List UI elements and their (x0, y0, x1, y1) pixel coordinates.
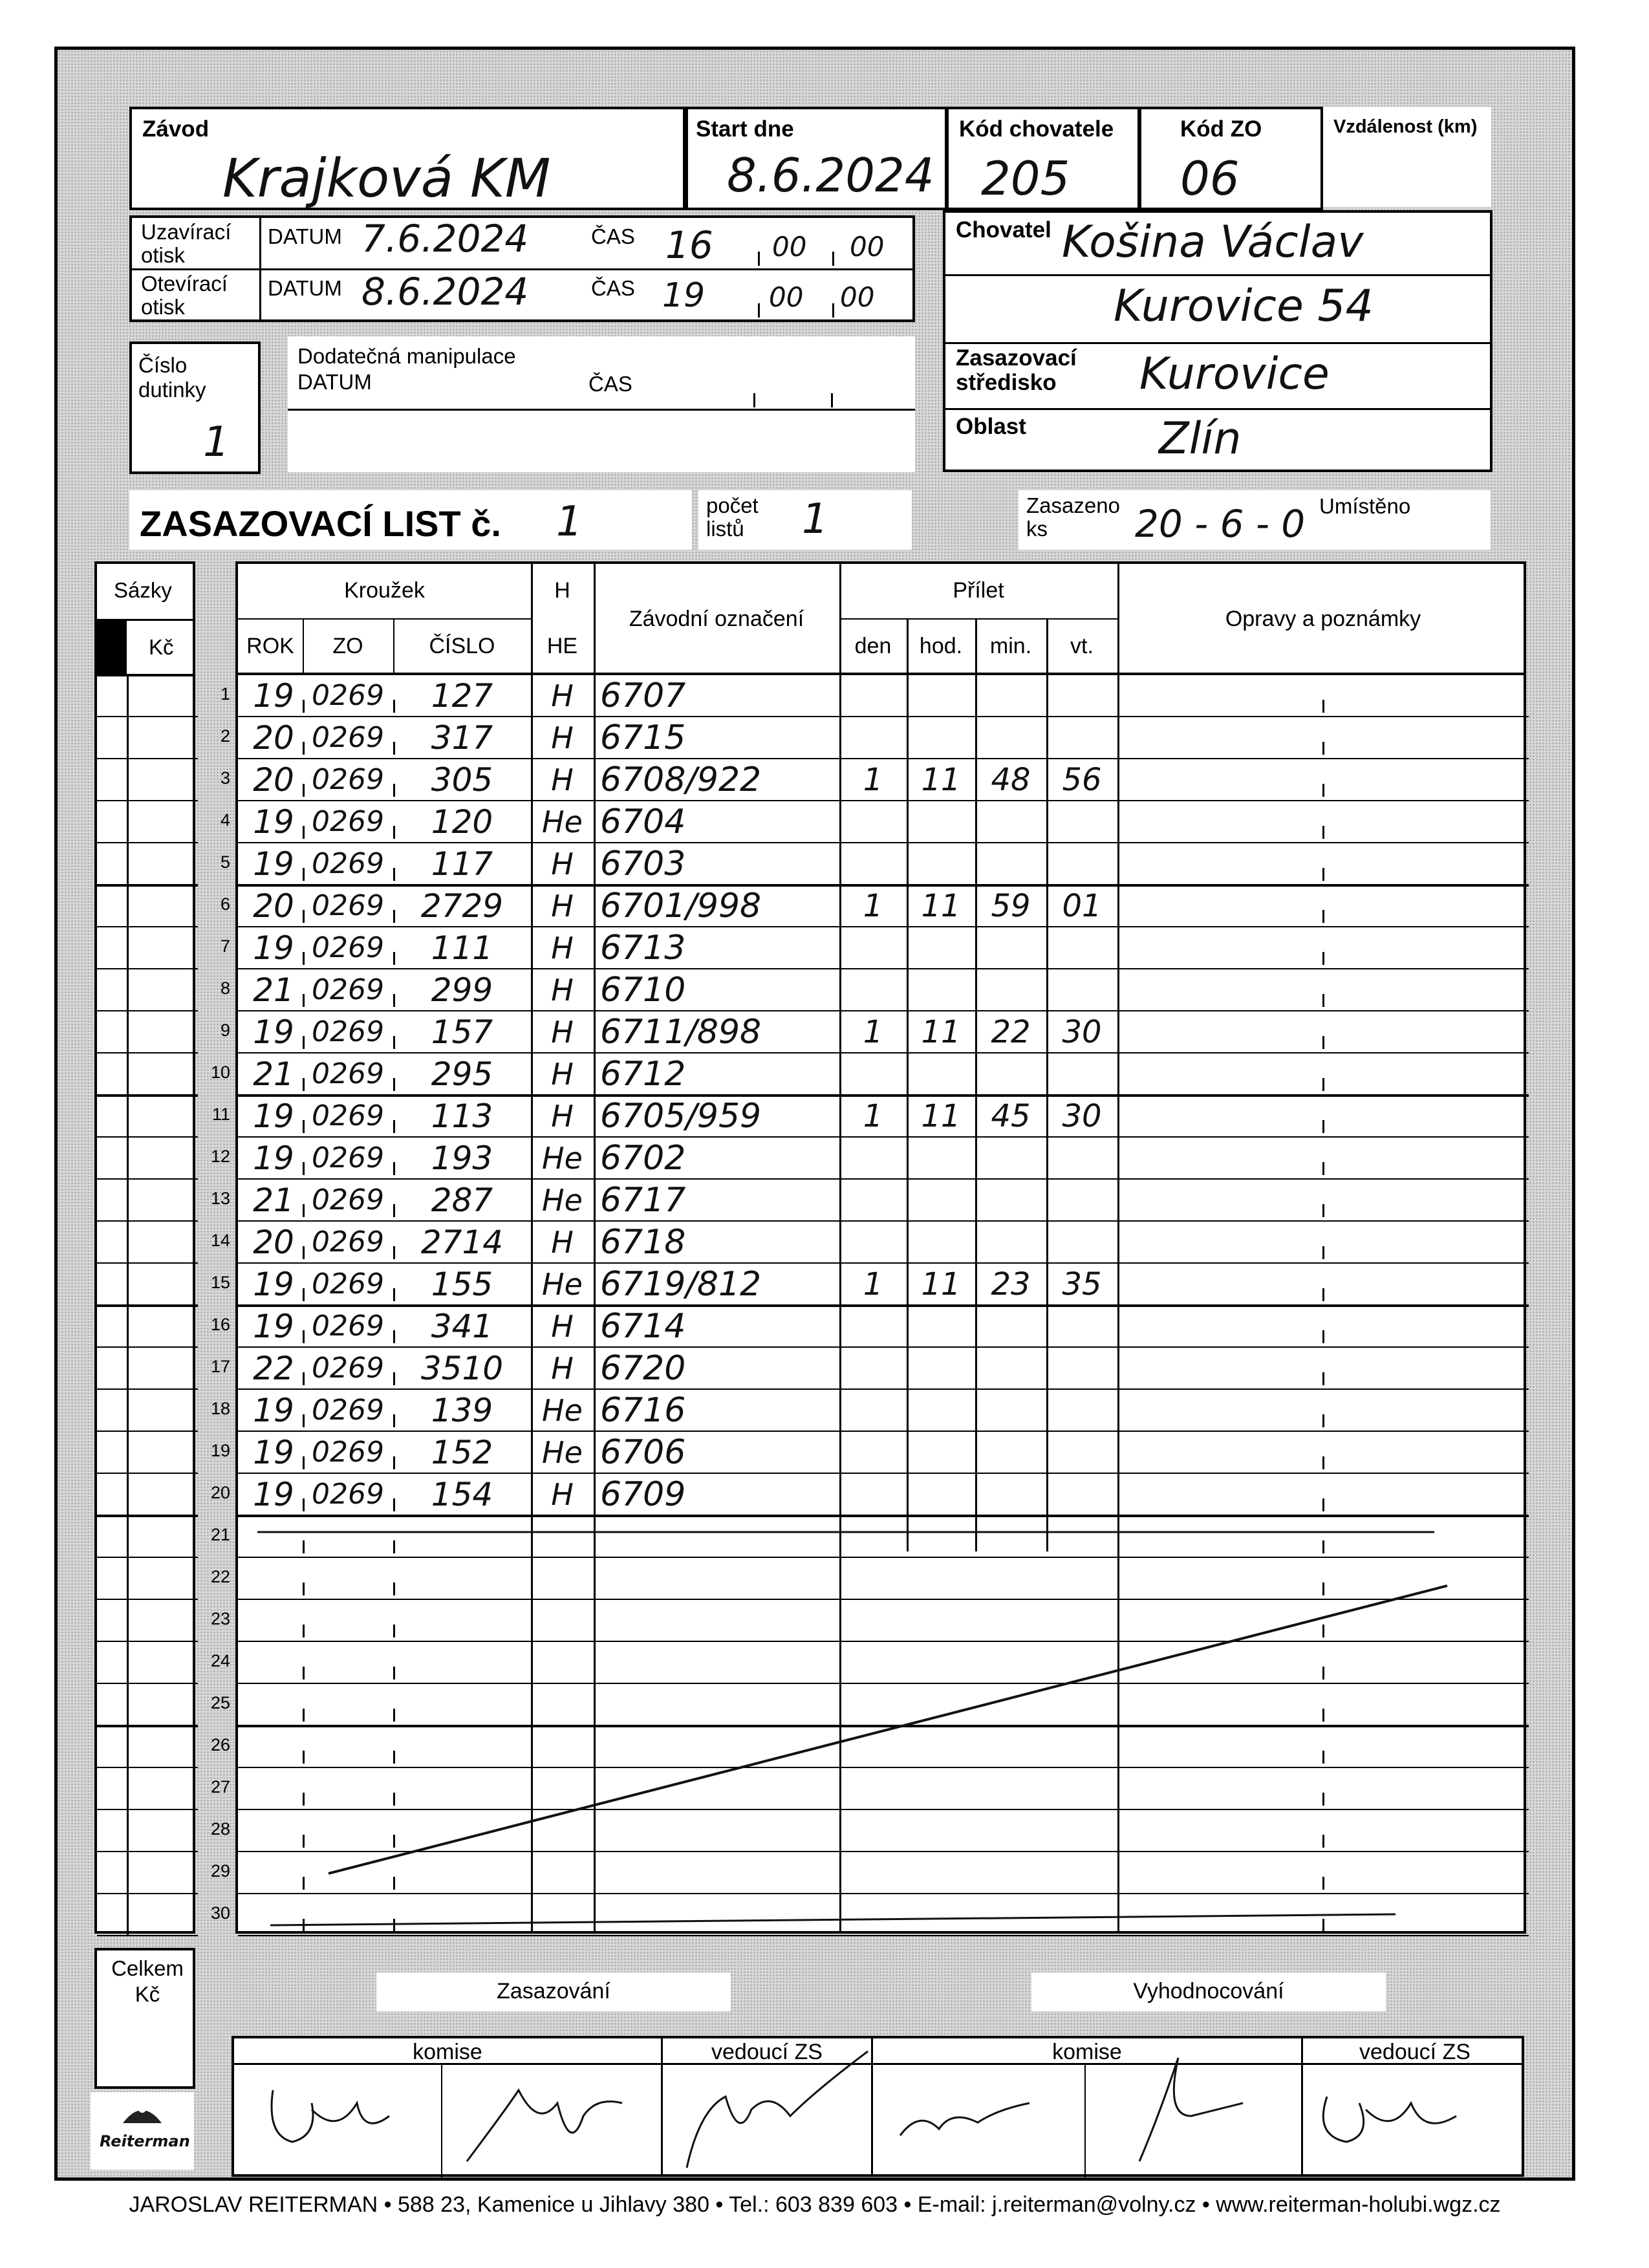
dodatecna-cas-label: ČAS (588, 372, 632, 396)
sazky-kc-label: Kč (149, 635, 174, 659)
row-number: 5 (220, 852, 230, 872)
cell-rok[interactable]: 21 (253, 971, 294, 1009)
list-number: 1 (556, 498, 583, 546)
cell-ozn[interactable]: 6712 (600, 1055, 686, 1094)
otev-cas-m[interactable]: 00 (769, 281, 804, 313)
cell-zo[interactable]: 0269 (312, 1268, 384, 1301)
dodatecna-label: Dodatečná manipulace (297, 344, 516, 368)
zasazeno-box[interactable] (1018, 490, 1491, 550)
cislo-dutinky-box[interactable] (129, 341, 261, 474)
cell-cislo[interactable]: 111 (431, 929, 493, 967)
cell-cislo[interactable]: 295 (431, 1055, 493, 1093)
cell-cislo[interactable]: 127 (431, 677, 493, 715)
uzav-cas-label: ČAS (591, 224, 635, 248)
cell-den[interactable]: 1 (863, 1098, 883, 1134)
cell-rok[interactable]: 19 (253, 1434, 294, 1471)
den-header: den (854, 634, 892, 658)
cell-cislo[interactable]: 139 (431, 1392, 493, 1429)
cell-vt[interactable]: 30 (1062, 1014, 1102, 1050)
cell-he[interactable]: H (551, 1057, 574, 1092)
cell-ozn[interactable]: 6708/922 (600, 761, 762, 799)
cislo-dutinky-label: Číslo dutinky (138, 353, 206, 402)
cell-zo[interactable]: 0269 (312, 847, 384, 880)
cell-he[interactable]: H (551, 1477, 574, 1512)
pigeon-logo-icon (116, 2097, 168, 2130)
vyhodnocovani-label: Vyhodnocování (1133, 1979, 1284, 2003)
uzav-cas-h[interactable]: 16 (665, 223, 713, 267)
krouzek-header: Kroužek (344, 578, 425, 603)
logo-text: Reiterman (100, 2132, 190, 2150)
row-number: 26 (210, 1735, 230, 1755)
cell-ozn[interactable]: 6705/959 (600, 1097, 762, 1136)
uzaviraci-label: Uzavírací otisk (141, 220, 232, 267)
cell-min[interactable]: 45 (991, 1098, 1031, 1134)
cell-ozn[interactable]: 6710 (600, 971, 686, 1010)
cell-zo[interactable]: 0269 (312, 1436, 384, 1469)
cell-cislo[interactable]: 120 (431, 803, 493, 841)
vyhodnocovani-box (1031, 1972, 1386, 2011)
kod-chovatele-box[interactable] (946, 107, 1140, 210)
cell-den[interactable]: 1 (863, 762, 883, 798)
cell-rok[interactable]: 19 (253, 677, 294, 715)
cell-he[interactable]: H (551, 931, 574, 966)
signatures (234, 2038, 1527, 2179)
cell-cislo[interactable]: 287 (431, 1182, 493, 1219)
cell-ozn[interactable]: 6713 (600, 929, 686, 967)
otev-datum-label: DATUM (268, 276, 342, 300)
cell-he[interactable]: H (551, 1225, 574, 1260)
oteviraci-label: Otevírací otisk (141, 272, 228, 319)
row-number: 11 (211, 1105, 230, 1124)
row-number: 1 (220, 684, 230, 704)
cell-he[interactable]: H (551, 678, 574, 713)
h-header: H (554, 578, 570, 603)
cell-he[interactable]: He (542, 1435, 583, 1470)
kod-chovatele-label: Kód chovatele (959, 116, 1114, 142)
imprint: JAROSLAV REITERMAN • 588 23, Kamenice u Jihlavy 380 • Tel.: 603 839 603 • E-mail: j.reiterman@volny.cz • www.reiterman-holubi.wgz.cz (129, 2192, 1501, 2217)
cell-ozn[interactable]: 6702 (600, 1139, 686, 1178)
cell-ozn[interactable]: 6718 (600, 1223, 686, 1262)
row-number: 16 (210, 1315, 230, 1334)
cell-ozn[interactable]: 6716 (600, 1391, 686, 1430)
row-number: 10 (210, 1063, 230, 1082)
cell-zo[interactable]: 0269 (312, 931, 384, 964)
cell-min[interactable]: 23 (991, 1266, 1031, 1302)
cell-zo[interactable]: 0269 (312, 973, 384, 1006)
cell-ozn[interactable]: 6706 (600, 1433, 686, 1472)
zavod-value: Krajková KM (222, 148, 551, 210)
row-number: 30 (210, 1903, 230, 1923)
chovatel-box[interactable] (943, 210, 1493, 472)
cell-he[interactable]: H (551, 973, 574, 1008)
cell-rok[interactable]: 20 (253, 719, 294, 757)
pocet-box[interactable] (698, 490, 912, 550)
otev-cas-s[interactable]: 00 (840, 281, 875, 313)
cell-cislo[interactable]: 2729 (420, 887, 504, 925)
row-number: 6 (220, 894, 230, 914)
cell-ozn[interactable]: 6707 (600, 676, 686, 715)
dodatecna-datum-label: DATUM (297, 370, 372, 394)
cell-cislo[interactable]: 155 (431, 1266, 493, 1303)
row-number: 21 (210, 1525, 230, 1544)
celkem-label: Celkem Kč (111, 1956, 184, 2006)
cell-cislo[interactable]: 305 (431, 761, 493, 799)
opravy-header: Opravy a poznámky (1225, 607, 1421, 631)
cell-min[interactable]: 59 (991, 888, 1031, 924)
vt-header: vt. (1070, 634, 1094, 658)
cislo-dutinky-value: 1 (203, 418, 230, 466)
cell-he[interactable]: H (551, 847, 574, 881)
cell-zo[interactable]: 0269 (312, 805, 384, 838)
cell-zo[interactable]: 0269 (312, 1183, 384, 1216)
celkem-box[interactable] (94, 1948, 195, 2089)
row-number: 22 (210, 1567, 230, 1586)
zavod-box[interactable] (129, 107, 685, 210)
he-header: HE (546, 634, 578, 658)
cell-ozn[interactable]: 6717 (600, 1181, 686, 1220)
row-number: 4 (220, 810, 230, 830)
cell-rok[interactable]: 21 (253, 1055, 294, 1093)
row-number: 19 (210, 1441, 230, 1460)
cell-hod[interactable]: 11 (921, 762, 961, 798)
logo-box (91, 2092, 194, 2170)
cell-hod[interactable]: 11 (921, 1014, 961, 1050)
row-number: 7 (220, 936, 230, 956)
cell-rok[interactable]: 20 (253, 1224, 294, 1261)
kod-zo-label: Kód ZO (1180, 116, 1262, 142)
start-box[interactable] (685, 107, 947, 210)
main-table (210, 561, 1526, 1934)
cell-rok[interactable]: 19 (253, 1097, 294, 1135)
cell-cislo[interactable]: 317 (431, 719, 493, 757)
cell-rok[interactable]: 19 (253, 1308, 294, 1345)
cell-zo[interactable]: 0269 (312, 1352, 384, 1385)
cell-den[interactable]: 1 (863, 1014, 883, 1050)
signature-table (232, 2036, 1524, 2177)
cell-rok[interactable]: 19 (253, 845, 294, 883)
kod-zo-value: 06 (1180, 151, 1240, 206)
cell-ozn[interactable]: 6711/898 (600, 1013, 762, 1052)
row-number: 18 (210, 1399, 230, 1418)
uzav-cas-s[interactable]: 00 (850, 231, 885, 263)
cell-he[interactable]: H (551, 762, 574, 797)
cislo-header: ČÍSLO (429, 634, 495, 658)
cell-vt[interactable]: 35 (1062, 1266, 1102, 1302)
cell-rok[interactable]: 19 (253, 1266, 294, 1303)
pocet-label: počet listů (706, 493, 759, 541)
zasazovani-box (376, 1972, 731, 2011)
zasazeno-label: Zasazeno ks (1026, 493, 1120, 541)
otev-cas-label: ČAS (591, 276, 635, 300)
cell-ozn[interactable]: 6704 (600, 803, 686, 841)
row-number: 13 (210, 1189, 230, 1208)
cell-zo[interactable]: 0269 (312, 721, 384, 754)
kod-zo-box[interactable] (1139, 107, 1323, 210)
cell-rok[interactable]: 19 (253, 1392, 294, 1429)
cell-vt[interactable]: 01 (1062, 888, 1102, 924)
oblast-value: Zlín (1159, 413, 1242, 464)
cell-he[interactable]: H (551, 1015, 574, 1050)
cell-ozn[interactable]: 6701/998 (600, 887, 762, 925)
sazky-column (94, 561, 195, 1934)
cell-rok[interactable]: 19 (253, 1476, 294, 1513)
cell-hod[interactable]: 11 (921, 888, 961, 924)
cell-zo[interactable]: 0269 (312, 1015, 384, 1048)
rok-header: ROK (246, 634, 294, 658)
row-number: 9 (220, 1021, 230, 1040)
cell-ozn[interactable]: 6703 (600, 845, 686, 883)
row-number: 20 (210, 1483, 230, 1502)
cell-cislo[interactable]: 157 (431, 1013, 493, 1051)
cell-vt[interactable]: 30 (1062, 1098, 1102, 1134)
cell-cislo[interactable]: 2714 (420, 1224, 504, 1261)
otev-datum-value[interactable]: 8.6.2024 (361, 270, 529, 314)
cell-ozn[interactable]: 6720 (600, 1349, 686, 1388)
cell-rok[interactable]: 19 (253, 1139, 294, 1177)
cell-ozn[interactable]: 6719/812 (600, 1265, 762, 1304)
cell-cislo[interactable]: 113 (431, 1097, 493, 1135)
cell-cislo[interactable]: 3510 (420, 1350, 504, 1387)
cell-cislo[interactable]: 117 (431, 845, 493, 883)
row-number: 24 (210, 1651, 230, 1670)
cell-zo[interactable]: 0269 (312, 763, 384, 796)
cell-min[interactable]: 22 (991, 1014, 1031, 1050)
sazky-label: Sázky (114, 578, 172, 602)
cell-zo[interactable]: 0269 (312, 679, 384, 712)
pocet-value: 1 (802, 495, 828, 543)
row-number: 15 (210, 1273, 230, 1292)
cell-zo[interactable]: 0269 (312, 1226, 384, 1258)
cell-cislo[interactable]: 299 (431, 971, 493, 1009)
cell-rok[interactable]: 22 (253, 1350, 294, 1387)
cell-rok[interactable]: 19 (253, 803, 294, 841)
zo-header: ZO (332, 634, 363, 658)
vzdalenost-label: Vzdálenost (km) (1333, 116, 1478, 137)
row-number: 3 (220, 768, 230, 788)
vedouci-label-2: vedoucí ZS (1359, 2040, 1471, 2064)
row-number: 2 (220, 726, 230, 746)
cell-zo[interactable]: 0269 (312, 1394, 384, 1427)
cell-he[interactable]: He (542, 1183, 583, 1218)
cell-he[interactable]: He (542, 1393, 583, 1428)
komise-label-2: komise (1052, 2040, 1122, 2064)
start-label: Start dne (696, 116, 794, 142)
cell-rok[interactable]: 21 (253, 1182, 294, 1219)
list-title-box (129, 490, 692, 550)
kod-chovatele-value: 205 (981, 151, 1070, 206)
row-number: 29 (210, 1861, 230, 1881)
otev-cas-h[interactable]: 19 (662, 276, 706, 315)
cell-he[interactable]: He (542, 1267, 583, 1302)
row-number: 23 (210, 1609, 230, 1628)
row-number: 27 (210, 1777, 230, 1797)
row-number: 25 (210, 1693, 230, 1712)
oblast-label: Oblast (956, 414, 1026, 439)
row-number: 8 (220, 978, 230, 998)
prilet-header: Přílet (953, 578, 1004, 603)
zavod-label: Závod (142, 116, 210, 142)
cell-hod[interactable]: 11 (921, 1098, 961, 1134)
cell-den[interactable]: 1 (863, 888, 883, 924)
cell-vt[interactable]: 56 (1062, 762, 1102, 798)
cell-he[interactable]: H (551, 889, 574, 923)
umisteno-label: Umístěno (1319, 494, 1411, 518)
zasazovaci-label: Zasazovací středisko (956, 345, 1077, 395)
cell-cislo[interactable]: 193 (431, 1139, 493, 1177)
dodatecna-box[interactable] (288, 336, 915, 472)
cell-he[interactable]: He (542, 1141, 583, 1176)
row-number: 12 (210, 1147, 230, 1166)
komise-label-1: komise (413, 2040, 482, 2064)
uzav-datum-label: DATUM (268, 224, 342, 248)
cell-he[interactable]: H (551, 1309, 574, 1344)
zasazovani-label: Zasazování (497, 1979, 610, 2003)
vedouci-label-1: vedoucí ZS (711, 2040, 823, 2064)
cell-he[interactable]: He (542, 805, 583, 839)
cell-zo[interactable]: 0269 (312, 889, 384, 922)
otisk-box (129, 215, 915, 322)
zasazeno-value: 20 - 6 - 0 (1135, 502, 1306, 546)
cell-hod[interactable]: 11 (921, 1266, 961, 1302)
cell-he[interactable]: H (551, 1351, 574, 1386)
cell-ozn[interactable]: 6715 (600, 718, 686, 757)
row-number: 17 (210, 1357, 230, 1376)
zavodni-header: Závodní označení (629, 607, 804, 631)
cell-he[interactable]: H (551, 1099, 574, 1134)
chovatel-address: Kurovice 54 (1114, 281, 1374, 332)
chovatel-label: Chovatel (956, 217, 1051, 243)
cell-cislo[interactable]: 154 (431, 1476, 493, 1513)
chovatel-name: Košina Václav (1062, 217, 1364, 268)
cell-zo[interactable]: 0269 (312, 1057, 384, 1090)
cell-zo[interactable]: 0269 (312, 1099, 384, 1132)
cell-den[interactable]: 1 (863, 1266, 883, 1302)
cell-zo[interactable]: 0269 (312, 1141, 384, 1174)
cell-ozn[interactable]: 6714 (600, 1307, 686, 1346)
cell-zo[interactable]: 0269 (312, 1310, 384, 1343)
cell-min[interactable]: 48 (991, 762, 1031, 798)
cell-he[interactable]: H (551, 720, 574, 755)
min-header: min. (989, 634, 1032, 658)
zasazovaci-value: Kurovice (1139, 349, 1330, 400)
cell-cislo[interactable]: 152 (431, 1434, 493, 1471)
row-number: 14 (210, 1231, 230, 1250)
cell-rok[interactable]: 19 (253, 1013, 294, 1051)
uzav-datum-value[interactable]: 7.6.2024 (361, 217, 529, 261)
start-value: 8.6.2024 (727, 148, 934, 202)
cell-zo[interactable]: 0269 (312, 1478, 384, 1511)
cell-cislo[interactable]: 341 (431, 1308, 493, 1345)
cell-rok[interactable]: 20 (253, 761, 294, 799)
uzav-cas-m[interactable]: 00 (772, 231, 807, 263)
cell-rok[interactable]: 19 (253, 929, 294, 967)
row-number: 28 (210, 1819, 230, 1839)
cell-rok[interactable]: 20 (253, 887, 294, 925)
vzdalenost-box[interactable] (1323, 107, 1491, 207)
cell-ozn[interactable]: 6709 (600, 1475, 686, 1514)
hod-header: hod. (919, 634, 963, 658)
list-title: ZASAZOVACÍ LIST č. (140, 503, 501, 544)
